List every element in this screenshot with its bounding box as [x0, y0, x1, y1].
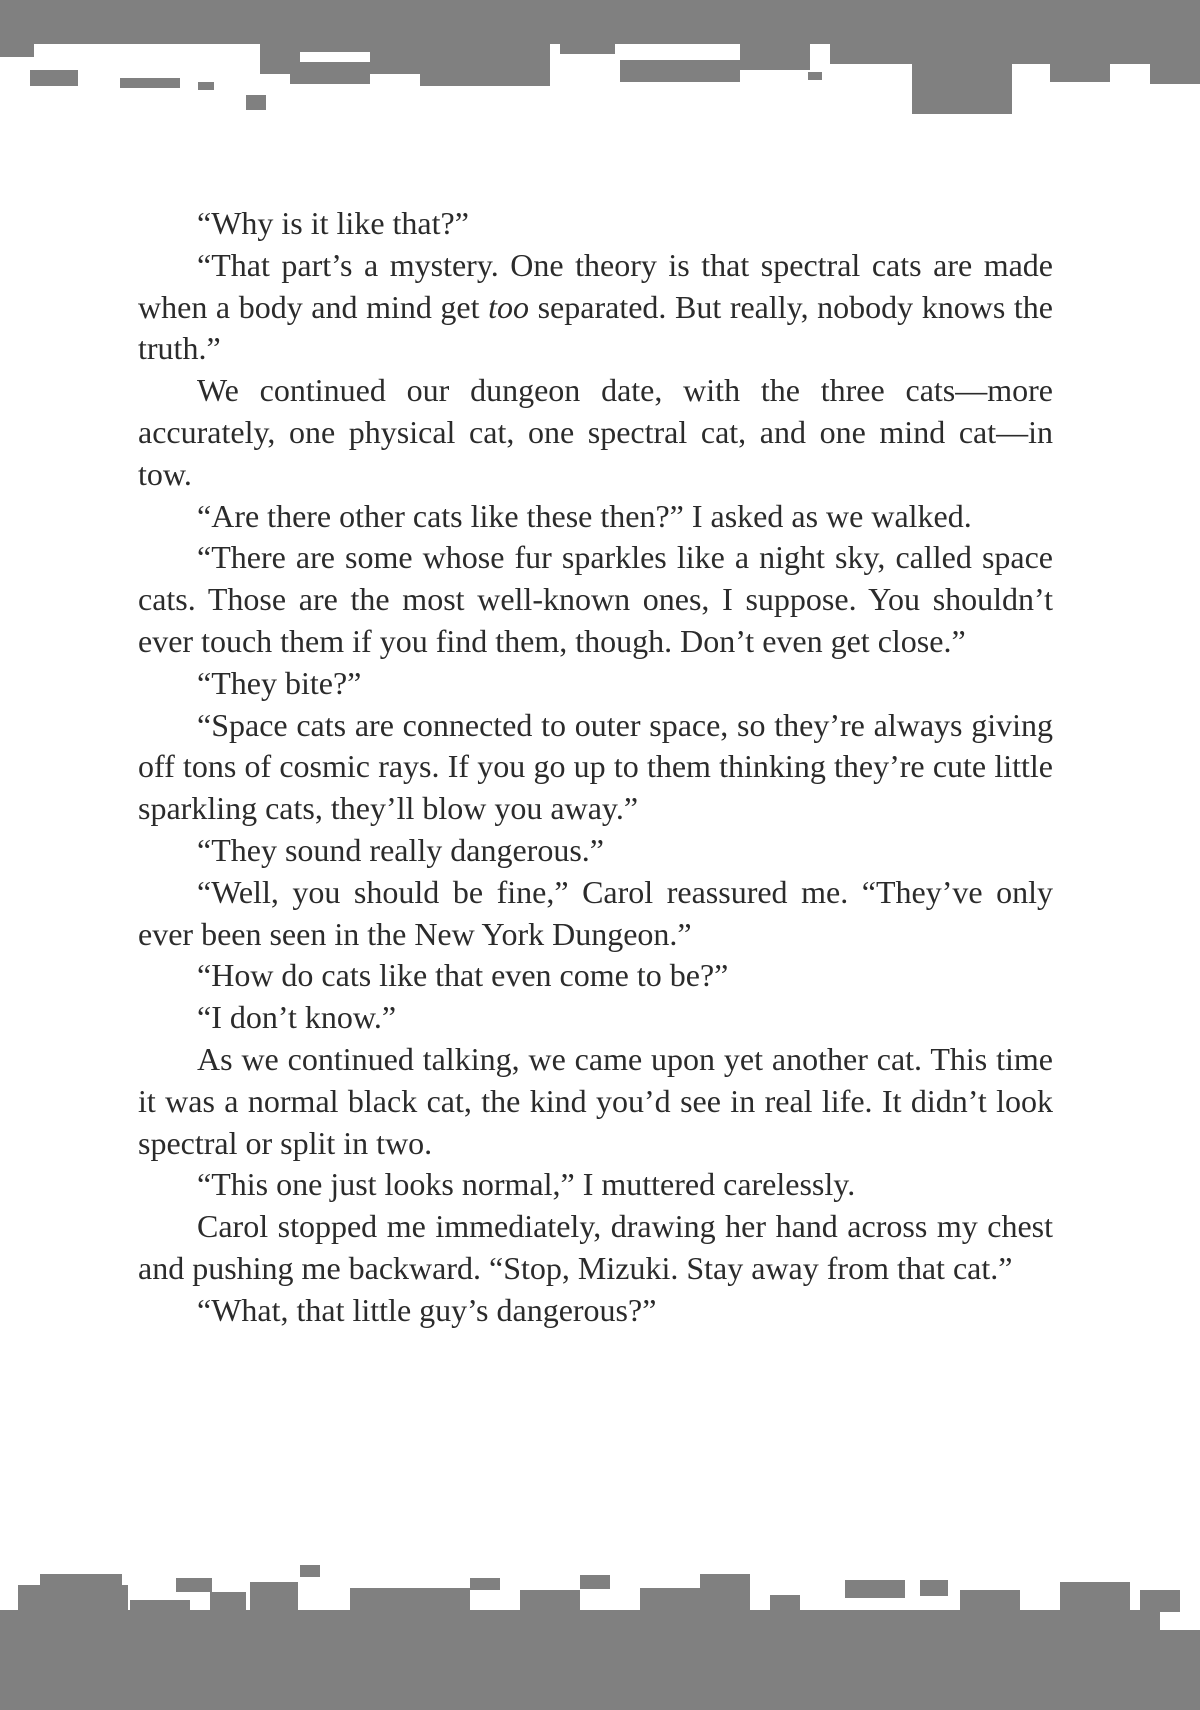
- bottom-border-block: [40, 1574, 122, 1588]
- top-border-block: [830, 44, 1160, 64]
- bottom-border-block: [920, 1580, 948, 1596]
- bottom-border-block: [130, 1600, 190, 1612]
- bottom-border-block: [520, 1590, 580, 1612]
- bottom-border-block: [470, 1578, 500, 1590]
- top-border-block: [0, 44, 34, 57]
- bottom-border-block: [845, 1580, 905, 1598]
- bottom-border-block: [1060, 1582, 1130, 1612]
- paragraph: “There are some whose fur sparkles like a night sky, called space cats. Those are the most well-known ones, I suppose. You shouldn’t ever touch them if you find them, though. Don’t even get close.”: [138, 539, 1053, 659]
- bottom-border-gap: [1160, 1610, 1200, 1630]
- paragraph: “Space cats are connected to outer space, so they’re always giving off tons of cosmic rays. If you go up to them thinking they’re cute little sparkling cats, they’ll blow you away.”: [138, 706, 1053, 827]
- paragraph: We continued our dungeon date, with the three cats—more accurately, one physical cat, one spectral cat, and one mind cat—in tow.: [138, 372, 1053, 492]
- top-border-block: [808, 72, 822, 80]
- top-border-block: [246, 95, 266, 110]
- top-border-block: [740, 44, 810, 70]
- top-border-block: [1150, 44, 1200, 84]
- bottom-border-block: [640, 1588, 750, 1612]
- top-border-block: [1050, 60, 1110, 82]
- bottom-border-band: [0, 1652, 1200, 1710]
- bottom-border-block: [176, 1578, 212, 1592]
- paragraph: “That part’s a mystery. One theory is that spectral cats are made when a body and mind get too separated. But really, nobody knows the truth.”: [138, 246, 1054, 367]
- page-body-text: [138, 203, 1053, 1332]
- paragraph: “What, that little guy’s dangerous?”: [197, 1291, 657, 1328]
- paragraph: “Why is it like that?”: [197, 205, 469, 241]
- paragraph: “This one just looks normal,” I muttered carelessly.: [197, 1166, 856, 1203]
- paragraph: Carol stopped me immediately, drawing her hand across my chest and pushing me backward. “Stop, Mizuki. Stay away from that cat.”: [138, 1208, 1053, 1286]
- top-border-block: [290, 72, 370, 84]
- top-border-block: [560, 44, 615, 54]
- top-border-gap: [300, 52, 370, 62]
- bottom-border-block: [350, 1588, 470, 1612]
- top-border-block: [30, 70, 78, 86]
- bottom-border-block: [960, 1590, 1020, 1612]
- paragraph: “They bite?”: [197, 664, 362, 701]
- top-border-block: [120, 78, 180, 88]
- paragraph: “Well, you should be fine,” Carol reassured me. “They’ve only ever been seen in the New York Dungeon.”: [138, 873, 1053, 952]
- paragraph: “I don’t know.”: [197, 999, 397, 1036]
- bottom-border-block: [18, 1585, 128, 1613]
- top-border-block: [620, 60, 740, 82]
- emphasis-word: too: [488, 288, 530, 325]
- bottom-border-block: [250, 1582, 298, 1612]
- bottom-border-band: [0, 1610, 1200, 1654]
- bottom-border-block: [700, 1574, 750, 1588]
- bottom-border-block: [580, 1575, 610, 1589]
- paragraph: “How do cats like that even come to be?”: [197, 957, 729, 994]
- paragraph: “They sound really dangerous.”: [197, 831, 604, 868]
- bottom-border-block: [770, 1595, 800, 1611]
- bottom-border-block: [300, 1565, 320, 1577]
- paragraph: As we continued talking, we came upon yet another cat. This time it was a normal black cat, the kind you’d see in real life. It didn’t look spectral or split in two.: [138, 1040, 1053, 1161]
- paragraph: “Are there other cats like these then?” I asked as we walked.: [197, 497, 972, 534]
- top-border-block: [912, 64, 1012, 114]
- bottom-border-block: [1140, 1590, 1180, 1612]
- bottom-border-block: [210, 1592, 246, 1612]
- top-border-block: [420, 72, 550, 86]
- top-border-block: [198, 82, 214, 90]
- top-border-band: [0, 0, 1200, 44]
